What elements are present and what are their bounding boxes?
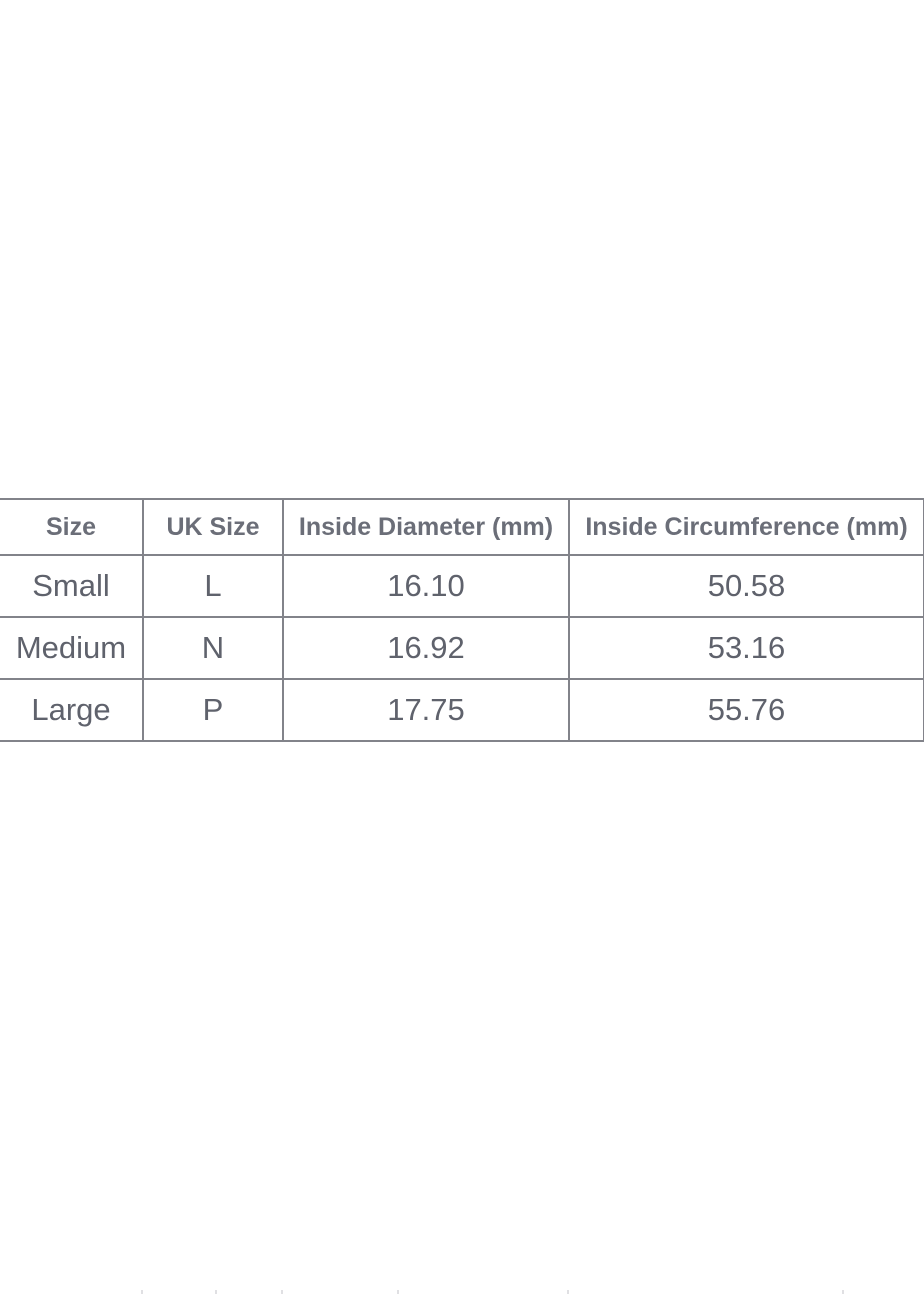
cropped-tick: [281, 1290, 283, 1294]
cropped-tick: [567, 1290, 569, 1294]
cell-size: Medium: [0, 617, 143, 679]
cell-size: Small: [0, 555, 143, 617]
column-header-uk-size: UK Size: [143, 499, 283, 555]
cell-inside-circumference: 53.16: [569, 617, 924, 679]
cell-inside-diameter: 17.75: [283, 679, 569, 741]
cell-inside-circumference: 55.76: [569, 679, 924, 741]
cell-size: Large: [0, 679, 143, 741]
cell-uk-size: L: [143, 555, 283, 617]
cropped-tick: [215, 1290, 217, 1294]
column-header-inside-diameter: Inside Diameter (mm): [283, 499, 569, 555]
cell-uk-size: P: [143, 679, 283, 741]
cell-uk-size: N: [143, 617, 283, 679]
column-header-size: Size: [0, 499, 143, 555]
cropped-content-fragment: [0, 1290, 924, 1294]
cropped-tick: [141, 1290, 143, 1294]
table-row-large: [0, 679, 924, 741]
cropped-tick: [397, 1290, 399, 1294]
cell-inside-circumference: 50.58: [569, 555, 924, 617]
header-row: [0, 499, 924, 555]
table-row-small: [0, 555, 924, 617]
column-header-inside-circumference: Inside Circumference (mm): [569, 499, 924, 555]
cell-inside-diameter: 16.10: [283, 555, 569, 617]
table-row-medium: [0, 617, 924, 679]
cell-inside-diameter: 16.92: [283, 617, 569, 679]
cropped-tick: [842, 1290, 844, 1294]
ring-size-chart-table: [0, 498, 924, 742]
